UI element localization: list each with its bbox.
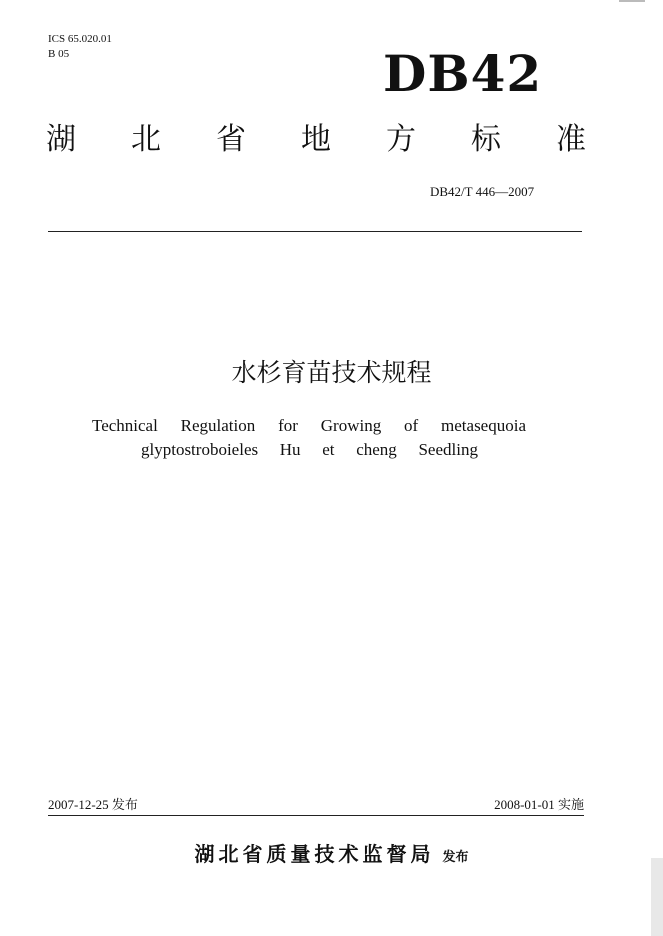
header-divider xyxy=(48,231,582,232)
english-word: et xyxy=(322,440,335,459)
province-char: 标 xyxy=(471,122,501,157)
english-word: Seedling xyxy=(418,440,478,459)
ics-code: ICS 65.020.01 xyxy=(48,33,112,45)
english-word: glyptostroboieles xyxy=(141,440,259,459)
issuing-authority xyxy=(0,838,663,867)
ccs-code: B 05 xyxy=(48,48,70,60)
province-char: 湖 xyxy=(46,122,76,157)
english-title-line-2 xyxy=(92,439,526,461)
issuer-verb: 发布 xyxy=(442,850,469,865)
classification-codes xyxy=(48,32,112,62)
province-char: 北 xyxy=(131,122,161,157)
english-word: cheng xyxy=(356,440,397,459)
date-row xyxy=(48,796,584,814)
english-title xyxy=(92,415,526,461)
scan-mark xyxy=(619,0,645,2)
footer-divider xyxy=(48,815,584,816)
english-word: of xyxy=(404,416,419,435)
province-standard-heading xyxy=(46,120,586,160)
province-char: 准 xyxy=(556,122,586,157)
issuer-name: 湖北省质量技术监督局 xyxy=(194,842,435,866)
english-word: Hu xyxy=(279,440,301,459)
province-char: 方 xyxy=(386,122,416,157)
english-word: Technical xyxy=(92,416,158,435)
province-char: 省 xyxy=(216,122,246,157)
issue-date: 2007-12-25 发布 xyxy=(48,797,138,812)
english-word: metasequoia xyxy=(441,416,526,435)
english-word: for xyxy=(278,416,298,435)
chinese-title: 水杉育苗技术规程 xyxy=(231,358,432,387)
english-title-line-1 xyxy=(92,415,526,437)
province-char: 地 xyxy=(301,122,331,157)
effective-date: 2008-01-01 实施 xyxy=(494,797,584,812)
standard-number: DB42/T 446—2007 xyxy=(430,184,535,199)
standard-code-logo: DB42 xyxy=(383,44,543,103)
scan-edge-shadow xyxy=(651,858,663,936)
english-word: Growing xyxy=(320,416,382,435)
english-word: Regulation xyxy=(180,416,256,435)
